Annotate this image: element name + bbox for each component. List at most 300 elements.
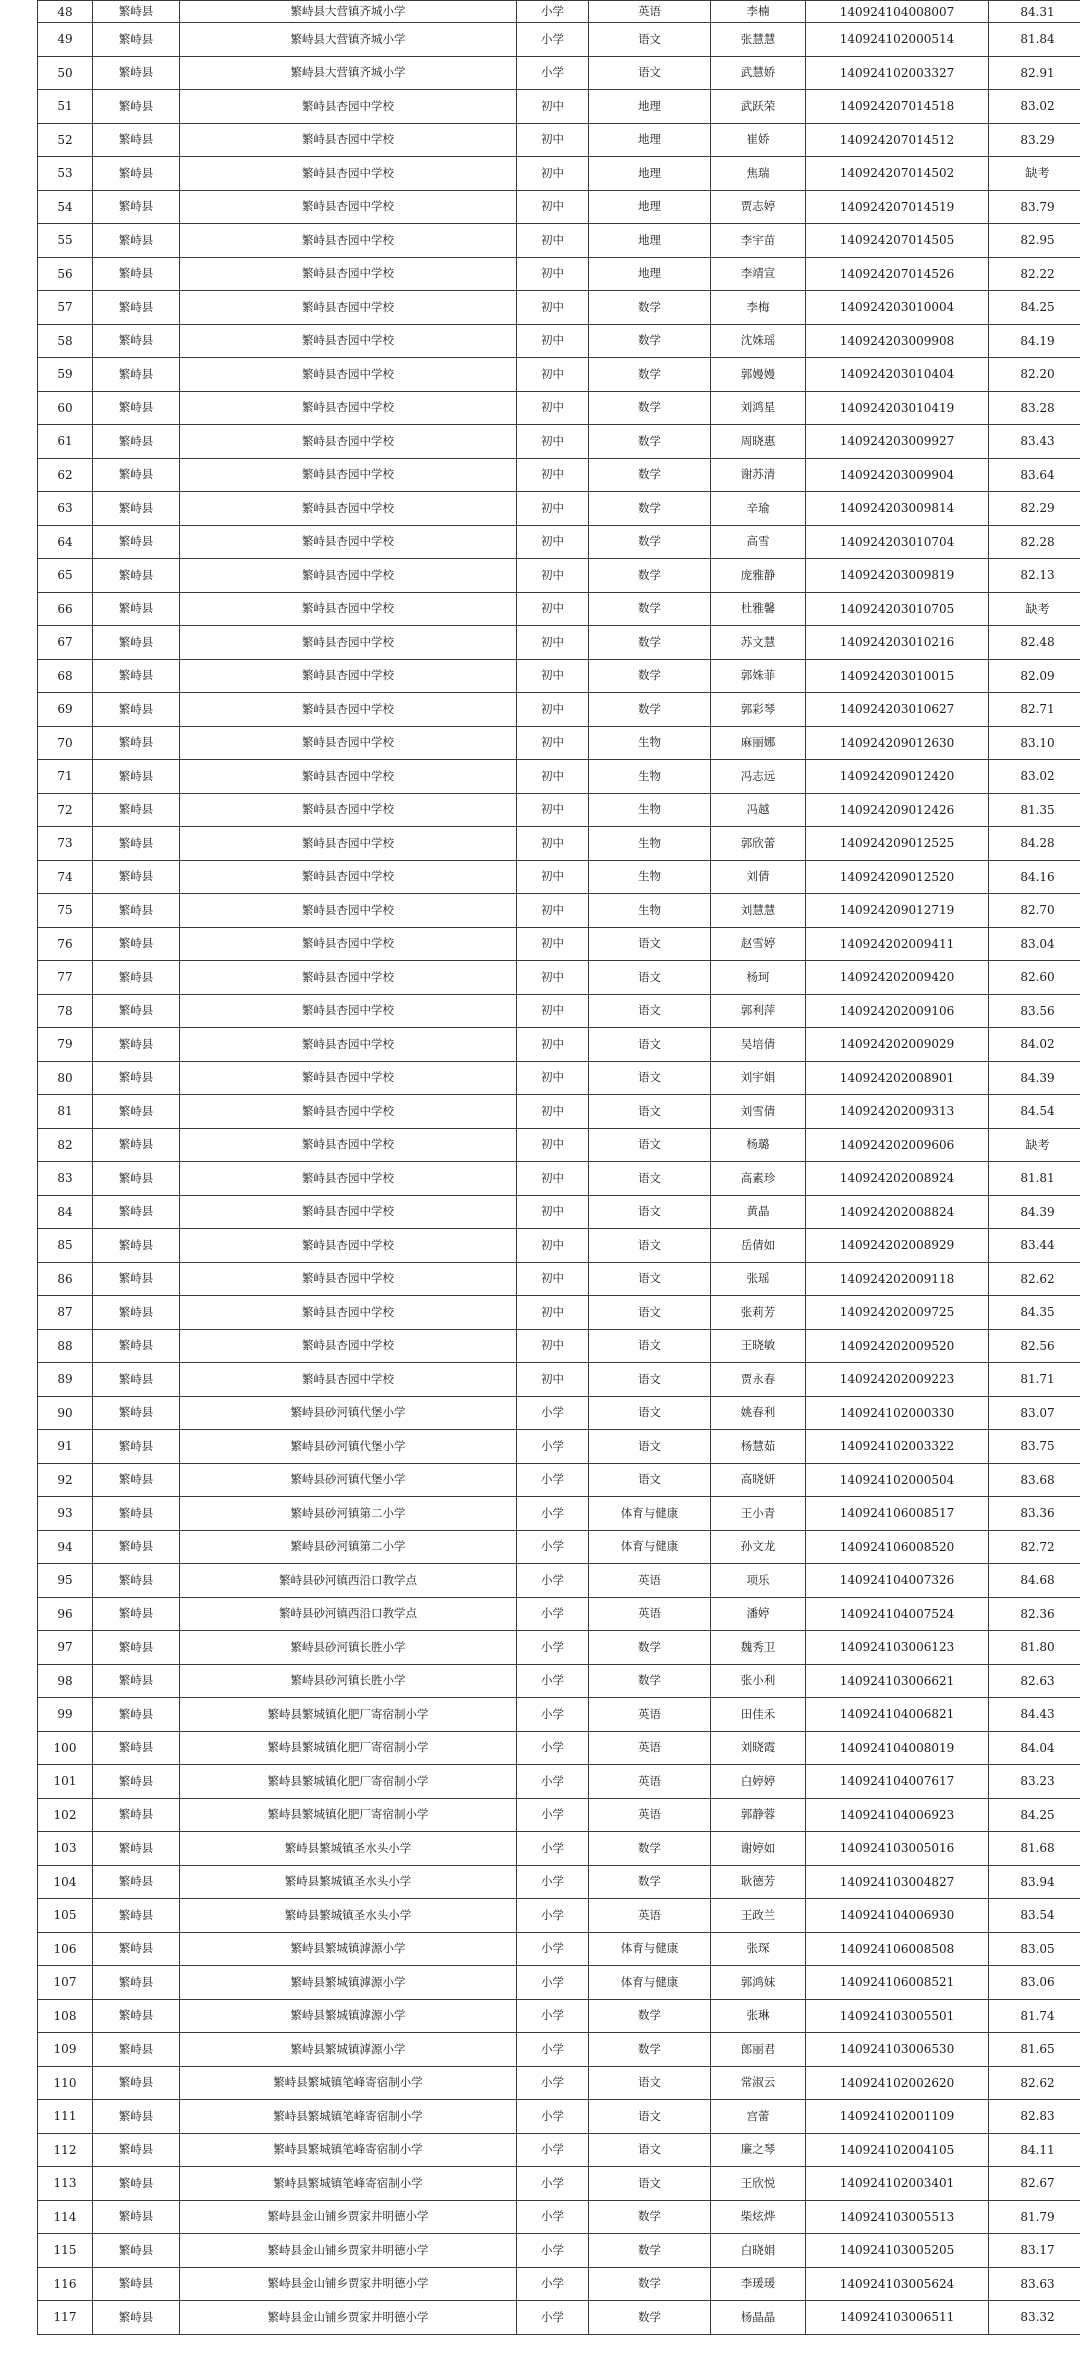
name-cell: 李梅	[711, 291, 806, 325]
row-number-cell: 65	[38, 559, 93, 593]
row-number-cell: 81	[38, 1095, 93, 1129]
county-cell: 繁峙县	[93, 2234, 180, 2268]
table-row	[38, 860, 1080, 894]
row-number-cell: 60	[38, 391, 93, 425]
name-cell: 王欣悦	[711, 2167, 806, 2201]
row-number-cell: 102	[38, 1798, 93, 1832]
row-number-cell: 109	[38, 2033, 93, 2067]
row-number-cell: 113	[38, 2167, 93, 2201]
subject-cell: 语文	[589, 927, 711, 961]
county-cell: 繁峙县	[93, 2100, 180, 2134]
county-cell: 繁峙县	[93, 1698, 180, 1732]
table-row	[38, 592, 1080, 626]
level-cell: 小学	[517, 2100, 589, 2134]
row-number-cell: 100	[38, 1731, 93, 1765]
score-cell: 84.02	[989, 1028, 1080, 1062]
table-row	[38, 2100, 1080, 2134]
school-cell: 繁峙县杏园中学校	[180, 860, 517, 894]
score-cell: 83.32	[989, 2301, 1080, 2335]
subject-cell: 英语	[589, 1, 711, 23]
table-row	[38, 1396, 1080, 1430]
row-number-cell: 83	[38, 1162, 93, 1196]
school-cell: 繁峙县繁城镇化肥厂寄宿制小学	[180, 1698, 517, 1732]
table-row	[38, 693, 1080, 727]
level-cell: 小学	[517, 2301, 589, 2335]
score-cell: 84.54	[989, 1095, 1080, 1129]
row-number-cell: 98	[38, 1664, 93, 1698]
score-cell: 83.02	[989, 90, 1080, 124]
school-cell: 繁峙县砂河镇代堡小学	[180, 1396, 517, 1430]
county-cell: 繁峙县	[93, 2200, 180, 2234]
score-cell: 83.04	[989, 927, 1080, 961]
school-cell: 繁峙县杏园中学校	[180, 961, 517, 995]
score-cell: 82.83	[989, 2100, 1080, 2134]
level-cell: 小学	[517, 2167, 589, 2201]
name-cell: 杨晶晶	[711, 2301, 806, 2335]
table-row	[38, 1329, 1080, 1363]
table-row	[38, 224, 1080, 258]
county-cell: 繁峙县	[93, 324, 180, 358]
county-cell: 繁峙县	[93, 492, 180, 526]
county-cell: 繁峙县	[93, 358, 180, 392]
county-cell: 繁峙县	[93, 1028, 180, 1062]
exam-id-cell: 140924203009927	[806, 425, 989, 459]
name-cell: 张琛	[711, 1932, 806, 1966]
table-row	[38, 994, 1080, 1028]
name-cell: 武慧娇	[711, 56, 806, 90]
score-cell: 83.68	[989, 1463, 1080, 1497]
exam-id-cell: 140924202009118	[806, 1262, 989, 1296]
level-cell: 小学	[517, 2066, 589, 2100]
school-cell: 繁峙县砂河镇西沿口教学点	[180, 1597, 517, 1631]
table-row	[38, 1095, 1080, 1129]
school-cell: 繁峙县繁城镇圣水头小学	[180, 1832, 517, 1866]
school-cell: 繁峙县杏园中学校	[180, 1095, 517, 1129]
school-cell: 繁峙县杏园中学校	[180, 559, 517, 593]
table-row	[38, 190, 1080, 224]
row-number-cell: 62	[38, 458, 93, 492]
school-cell: 繁峙县杏园中学校	[180, 324, 517, 358]
school-cell: 繁峙县金山铺乡贾家井明德小学	[180, 2267, 517, 2301]
subject-cell: 数学	[589, 626, 711, 660]
table-row	[38, 894, 1080, 928]
name-cell: 武跃荣	[711, 90, 806, 124]
name-cell: 潘婷	[711, 1597, 806, 1631]
county-cell: 繁峙县	[93, 994, 180, 1028]
table-row	[38, 123, 1080, 157]
row-number-cell: 49	[38, 23, 93, 57]
school-cell: 繁峙县杏园中学校	[180, 1329, 517, 1363]
subject-cell: 体育与健康	[589, 1932, 711, 1966]
score-cell: 83.43	[989, 425, 1080, 459]
table-row	[38, 492, 1080, 526]
row-number-cell: 107	[38, 1966, 93, 2000]
school-cell: 繁峙县杏园中学校	[180, 827, 517, 861]
score-cell: 84.28	[989, 827, 1080, 861]
table-row	[38, 2234, 1080, 2268]
name-cell: 刘鸿星	[711, 391, 806, 425]
score-cell: 83.54	[989, 1899, 1080, 1933]
table-row	[38, 291, 1080, 325]
exam-id-cell: 140924104007524	[806, 1597, 989, 1631]
row-number-cell: 112	[38, 2133, 93, 2167]
county-cell: 繁峙县	[93, 257, 180, 291]
subject-cell: 生物	[589, 760, 711, 794]
subject-cell: 数学	[589, 592, 711, 626]
level-cell: 初中	[517, 257, 589, 291]
exam-id-cell: 140924209012525	[806, 827, 989, 861]
name-cell: 郭彩琴	[711, 693, 806, 727]
county-cell: 繁峙县	[93, 458, 180, 492]
score-cell: 缺考	[989, 157, 1080, 191]
exam-id-cell: 140924203010704	[806, 525, 989, 559]
name-cell: 王政兰	[711, 1899, 806, 1933]
exam-id-cell: 140924202008929	[806, 1229, 989, 1263]
score-cell: 82.67	[989, 2167, 1080, 2201]
county-cell: 繁峙县	[93, 894, 180, 928]
exam-id-cell: 140924104006821	[806, 1698, 989, 1732]
results-table	[37, 0, 1080, 2335]
subject-cell: 语文	[589, 23, 711, 57]
table-row	[38, 525, 1080, 559]
exam-id-cell: 140924106008521	[806, 1966, 989, 2000]
table-row	[38, 1430, 1080, 1464]
score-cell: 82.71	[989, 693, 1080, 727]
school-cell: 繁峙县杏园中学校	[180, 927, 517, 961]
score-cell: 81.81	[989, 1162, 1080, 1196]
exam-id-cell: 140924209012719	[806, 894, 989, 928]
exam-id-cell: 140924202009606	[806, 1128, 989, 1162]
name-cell: 李宇苗	[711, 224, 806, 258]
school-cell: 繁峙县杏园中学校	[180, 425, 517, 459]
county-cell: 繁峙县	[93, 760, 180, 794]
level-cell: 小学	[517, 1731, 589, 1765]
exam-id-cell: 140924203010627	[806, 693, 989, 727]
score-cell: 82.29	[989, 492, 1080, 526]
name-cell: 谢婷如	[711, 1832, 806, 1866]
subject-cell: 数学	[589, 291, 711, 325]
school-cell: 繁峙县杏园中学校	[180, 525, 517, 559]
table-row	[38, 90, 1080, 124]
score-cell: 82.70	[989, 894, 1080, 928]
exam-id-cell: 140924102000514	[806, 23, 989, 57]
score-cell: 83.23	[989, 1765, 1080, 1799]
name-cell: 刘倩	[711, 860, 806, 894]
name-cell: 周晓惠	[711, 425, 806, 459]
table-row	[38, 1865, 1080, 1899]
county-cell: 繁峙县	[93, 1798, 180, 1832]
level-cell: 小学	[517, 2234, 589, 2268]
row-number-cell: 82	[38, 1128, 93, 1162]
table-row	[38, 1, 1080, 23]
subject-cell: 数学	[589, 559, 711, 593]
score-cell: 81.68	[989, 1832, 1080, 1866]
school-cell: 繁峙县杏园中学校	[180, 626, 517, 660]
subject-cell: 数学	[589, 324, 711, 358]
score-cell: 83.64	[989, 458, 1080, 492]
level-cell: 初中	[517, 1329, 589, 1363]
county-cell: 繁峙县	[93, 190, 180, 224]
row-number-cell: 48	[38, 1, 93, 23]
row-number-cell: 94	[38, 1530, 93, 1564]
row-number-cell: 71	[38, 760, 93, 794]
exam-id-cell: 140924103005624	[806, 2267, 989, 2301]
county-cell: 繁峙县	[93, 827, 180, 861]
level-cell: 小学	[517, 1430, 589, 1464]
subject-cell: 体育与健康	[589, 1530, 711, 1564]
school-cell: 繁峙县杏园中学校	[180, 1229, 517, 1263]
score-cell: 缺考	[989, 592, 1080, 626]
results-table-body	[38, 1, 1080, 2335]
level-cell: 初中	[517, 592, 589, 626]
table-row	[38, 1731, 1080, 1765]
exam-id-cell: 140924207014518	[806, 90, 989, 124]
school-cell: 繁峙县杏园中学校	[180, 1162, 517, 1196]
row-number-cell: 67	[38, 626, 93, 660]
row-number-cell: 63	[38, 492, 93, 526]
name-cell: 郭利萍	[711, 994, 806, 1028]
subject-cell: 体育与健康	[589, 1966, 711, 2000]
school-cell: 繁峙县繁城镇笔峰寄宿制小学	[180, 2100, 517, 2134]
score-cell: 82.13	[989, 559, 1080, 593]
subject-cell: 语文	[589, 1061, 711, 1095]
county-cell: 繁峙县	[93, 2167, 180, 2201]
subject-cell: 数学	[589, 1999, 711, 2033]
subject-cell: 地理	[589, 224, 711, 258]
level-cell: 小学	[517, 56, 589, 90]
level-cell: 初中	[517, 827, 589, 861]
level-cell: 初中	[517, 1095, 589, 1129]
exam-id-cell: 140924102001109	[806, 2100, 989, 2134]
exam-id-cell: 140924104006930	[806, 1899, 989, 1933]
exam-id-cell: 140924103005205	[806, 2234, 989, 2268]
exam-id-cell: 140924106008517	[806, 1497, 989, 1531]
score-cell: 82.95	[989, 224, 1080, 258]
subject-cell: 体育与健康	[589, 1497, 711, 1531]
subject-cell: 语文	[589, 1229, 711, 1263]
county-cell: 繁峙县	[93, 1932, 180, 1966]
row-number-cell: 84	[38, 1195, 93, 1229]
score-cell: 83.17	[989, 2234, 1080, 2268]
county-cell: 繁峙县	[93, 1329, 180, 1363]
level-cell: 小学	[517, 2200, 589, 2234]
name-cell: 高雪	[711, 525, 806, 559]
score-cell: 83.02	[989, 760, 1080, 794]
subject-cell: 语文	[589, 1463, 711, 1497]
school-cell: 繁峙县杏园中学校	[180, 358, 517, 392]
row-number-cell: 117	[38, 2301, 93, 2335]
county-cell: 繁峙县	[93, 1530, 180, 1564]
exam-id-cell: 140924202009029	[806, 1028, 989, 1062]
score-cell: 83.75	[989, 1430, 1080, 1464]
level-cell: 初中	[517, 224, 589, 258]
table-row	[38, 1597, 1080, 1631]
score-cell: 82.62	[989, 2066, 1080, 2100]
level-cell: 小学	[517, 1631, 589, 1665]
name-cell: 白晓娟	[711, 2234, 806, 2268]
exam-id-cell: 140924102002620	[806, 2066, 989, 2100]
school-cell: 繁峙县大营镇齐城小学	[180, 56, 517, 90]
row-number-cell: 68	[38, 659, 93, 693]
subject-cell: 数学	[589, 425, 711, 459]
school-cell: 繁峙县繁城镇化肥厂寄宿制小学	[180, 1731, 517, 1765]
name-cell: 沈姝瑶	[711, 324, 806, 358]
school-cell: 繁峙县杏园中学校	[180, 391, 517, 425]
school-cell: 繁峙县杏园中学校	[180, 693, 517, 727]
subject-cell: 语文	[589, 2133, 711, 2167]
name-cell: 刘晓霞	[711, 1731, 806, 1765]
table-row	[38, 2133, 1080, 2167]
level-cell: 初中	[517, 190, 589, 224]
county-cell: 繁峙县	[93, 1497, 180, 1531]
county-cell: 繁峙县	[93, 1363, 180, 1397]
exam-id-cell: 140924103006511	[806, 2301, 989, 2335]
subject-cell: 数学	[589, 2033, 711, 2067]
school-cell: 繁峙县金山铺乡贾家井明德小学	[180, 2301, 517, 2335]
level-cell: 初中	[517, 726, 589, 760]
subject-cell: 语文	[589, 1430, 711, 1464]
exam-id-cell: 140924104007617	[806, 1765, 989, 1799]
exam-id-cell: 140924102003327	[806, 56, 989, 90]
school-cell: 繁峙县杏园中学校	[180, 492, 517, 526]
subject-cell: 地理	[589, 190, 711, 224]
score-cell: 81.65	[989, 2033, 1080, 2067]
school-cell: 繁峙县杏园中学校	[180, 793, 517, 827]
county-cell: 繁峙县	[93, 157, 180, 191]
county-cell: 繁峙县	[93, 860, 180, 894]
table-row	[38, 1296, 1080, 1330]
name-cell: 谢苏清	[711, 458, 806, 492]
name-cell: 贾永春	[711, 1363, 806, 1397]
row-number-cell: 57	[38, 291, 93, 325]
row-number-cell: 70	[38, 726, 93, 760]
school-cell: 繁峙县繁城镇圣水头小学	[180, 1899, 517, 1933]
name-cell: 柴炫烨	[711, 2200, 806, 2234]
name-cell: 魏秀卫	[711, 1631, 806, 1665]
table-row	[38, 2301, 1080, 2335]
county-cell: 繁峙县	[93, 525, 180, 559]
school-cell: 繁峙县杏园中学校	[180, 592, 517, 626]
subject-cell: 语文	[589, 2167, 711, 2201]
name-cell: 张小利	[711, 1664, 806, 1698]
subject-cell: 英语	[589, 1899, 711, 1933]
name-cell: 姚春利	[711, 1396, 806, 1430]
row-number-cell: 79	[38, 1028, 93, 1062]
row-number-cell: 54	[38, 190, 93, 224]
subject-cell: 数学	[589, 659, 711, 693]
row-number-cell: 93	[38, 1497, 93, 1531]
score-cell: 82.63	[989, 1664, 1080, 1698]
name-cell: 杨慧茹	[711, 1430, 806, 1464]
score-cell: 82.60	[989, 961, 1080, 995]
county-cell: 繁峙县	[93, 1865, 180, 1899]
school-cell: 繁峙县大营镇齐城小学	[180, 23, 517, 57]
name-cell: 崔娇	[711, 123, 806, 157]
name-cell: 焦瑞	[711, 157, 806, 191]
subject-cell: 语文	[589, 1028, 711, 1062]
exam-id-cell: 140924209012420	[806, 760, 989, 794]
row-number-cell: 104	[38, 1865, 93, 1899]
subject-cell: 语文	[589, 961, 711, 995]
level-cell: 小学	[517, 1865, 589, 1899]
county-cell: 繁峙县	[93, 1731, 180, 1765]
subject-cell: 语文	[589, 56, 711, 90]
school-cell: 繁峙县繁城镇笔峰寄宿制小学	[180, 2167, 517, 2201]
row-number-cell: 116	[38, 2267, 93, 2301]
school-cell: 繁峙县杏园中学校	[180, 291, 517, 325]
score-cell: 82.48	[989, 626, 1080, 660]
row-number-cell: 50	[38, 56, 93, 90]
level-cell: 初中	[517, 391, 589, 425]
subject-cell: 数学	[589, 358, 711, 392]
name-cell: 杨珂	[711, 961, 806, 995]
county-cell: 繁峙县	[93, 1899, 180, 1933]
name-cell: 苏文慧	[711, 626, 806, 660]
exam-id-cell: 140924103006530	[806, 2033, 989, 2067]
level-cell: 初中	[517, 659, 589, 693]
name-cell: 孙文龙	[711, 1530, 806, 1564]
school-cell: 繁峙县杏园中学校	[180, 123, 517, 157]
county-cell: 繁峙县	[93, 1966, 180, 2000]
table-row	[38, 626, 1080, 660]
subject-cell: 生物	[589, 894, 711, 928]
score-cell: 84.04	[989, 1731, 1080, 1765]
exam-id-cell: 140924202009106	[806, 994, 989, 1028]
county-cell: 繁峙县	[93, 1664, 180, 1698]
exam-id-cell: 140924102004105	[806, 2133, 989, 2167]
level-cell: 初中	[517, 1229, 589, 1263]
table-row	[38, 2066, 1080, 2100]
name-cell: 李楠	[711, 1, 806, 23]
level-cell: 小学	[517, 1, 589, 23]
county-cell: 繁峙县	[93, 1430, 180, 1464]
subject-cell: 语文	[589, 1329, 711, 1363]
row-number-cell: 115	[38, 2234, 93, 2268]
subject-cell: 数学	[589, 1664, 711, 1698]
name-cell: 张瑶	[711, 1262, 806, 1296]
name-cell: 杜雅馨	[711, 592, 806, 626]
score-cell: 83.10	[989, 726, 1080, 760]
table-row	[38, 425, 1080, 459]
table-row	[38, 559, 1080, 593]
row-number-cell: 92	[38, 1463, 93, 1497]
table-row	[38, 1664, 1080, 1698]
table-row	[38, 1028, 1080, 1062]
subject-cell: 英语	[589, 1698, 711, 1732]
subject-cell: 地理	[589, 123, 711, 157]
name-cell: 冯志远	[711, 760, 806, 794]
level-cell: 初中	[517, 358, 589, 392]
name-cell: 庞雅静	[711, 559, 806, 593]
level-cell: 初中	[517, 291, 589, 325]
county-cell: 繁峙县	[93, 2301, 180, 2335]
name-cell: 王小青	[711, 1497, 806, 1531]
exam-id-cell: 140924202009520	[806, 1329, 989, 1363]
table-row	[38, 927, 1080, 961]
table-row	[38, 2200, 1080, 2234]
row-number-cell: 55	[38, 224, 93, 258]
level-cell: 初中	[517, 1296, 589, 1330]
subject-cell: 语文	[589, 1195, 711, 1229]
county-cell: 繁峙县	[93, 1195, 180, 1229]
row-number-cell: 66	[38, 592, 93, 626]
table-row	[38, 1530, 1080, 1564]
score-cell: 82.72	[989, 1530, 1080, 1564]
name-cell: 刘雪倩	[711, 1095, 806, 1129]
exam-id-cell: 140924203009814	[806, 492, 989, 526]
name-cell: 岳倩如	[711, 1229, 806, 1263]
level-cell: 初中	[517, 1195, 589, 1229]
